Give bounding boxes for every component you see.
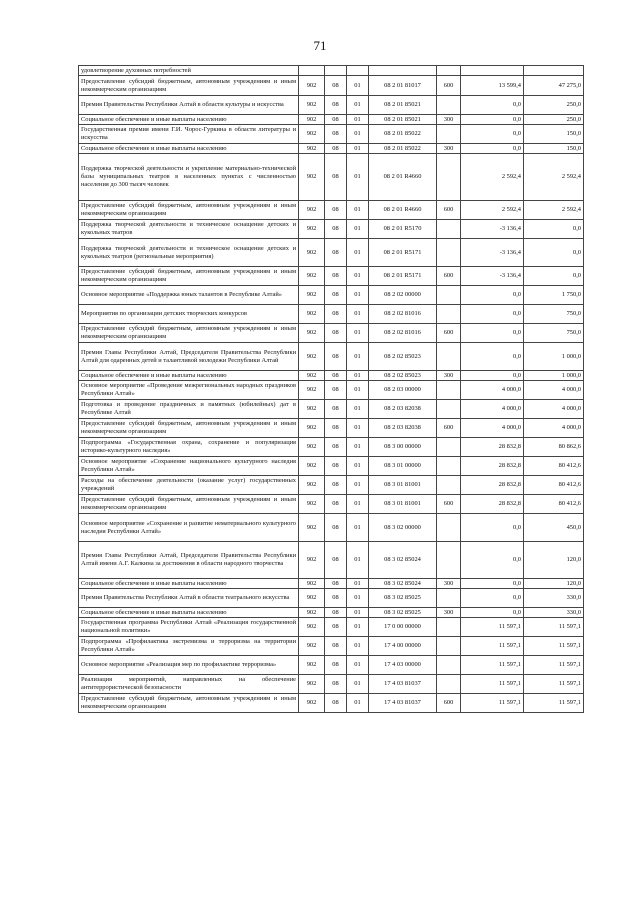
amount-2025: 750,0: [524, 324, 584, 343]
subsection-code: 01: [347, 608, 369, 618]
amount-2024: 0,0: [461, 305, 524, 324]
subsection-code: 01: [347, 96, 369, 115]
row-name: Государственная программа Республики Алтай «Реализация государственной национальной политики»: [79, 618, 299, 637]
amount-2025: 330,0: [524, 589, 584, 608]
subsection-code: 01: [347, 694, 369, 713]
admin-code: 902: [299, 239, 325, 267]
admin-code: 902: [299, 220, 325, 239]
expense-type-code: [437, 637, 461, 656]
admin-code: 902: [299, 542, 325, 579]
table-row: [79, 239, 584, 267]
section-code: 08: [325, 324, 347, 343]
admin-code: 902: [299, 476, 325, 495]
subsection-code: 01: [347, 201, 369, 220]
expense-type-code: [437, 66, 461, 76]
section-code: 08: [325, 76, 347, 96]
section-code: [325, 66, 347, 76]
amount-2024: 0,0: [461, 579, 524, 589]
admin-code: 902: [299, 371, 325, 381]
row-name: Государственная премия имени Г.И. Чорос-Гуркина в области литературы и искусства: [79, 125, 299, 144]
row-name: Основное мероприятие «Сохранение национального культурного наследия Республики Алтай»: [79, 457, 299, 476]
amount-2024: 2 592,4: [461, 154, 524, 201]
subsection-code: 01: [347, 542, 369, 579]
amount-2024: 11 597,1: [461, 656, 524, 675]
expense-type-code: 300: [437, 608, 461, 618]
target-article-code: 08 2 01 85021: [369, 115, 437, 125]
row-name: Предоставление субсидий бюджетным, автономным учреждениям и иным некоммерческим организациям: [79, 324, 299, 343]
row-name: Поддержка творческой деятельности и техническое оснащение детских и кукольных театров (региональные мероприятия): [79, 239, 299, 267]
row-name: Социальное обеспечение и иные выплаты населению: [79, 608, 299, 618]
expense-type-code: [437, 457, 461, 476]
row-name: Подпрограмма «Профилактика экстремизма и терроризма на территории Республики Алтай»: [79, 637, 299, 656]
table-row: [79, 694, 584, 713]
row-name: Предоставление субсидий бюджетным, автономным учреждениям и иным некоммерческим организациям: [79, 267, 299, 286]
amount-2024: 28 832,8: [461, 438, 524, 457]
expense-type-code: [437, 154, 461, 201]
budget-table: [78, 65, 584, 713]
target-article-code: 08 2 01 85021: [369, 96, 437, 115]
amount-2025: 11 597,1: [524, 694, 584, 713]
admin-code: [299, 66, 325, 76]
table-row: [79, 608, 584, 618]
row-name: Основное мероприятие «Реализация мер по профилактике терроризма»: [79, 656, 299, 675]
target-article-code: 08 2 01 R5171: [369, 267, 437, 286]
expense-type-code: [437, 343, 461, 371]
row-name: Предоставление субсидий бюджетным, автономным учреждениям и иным некоммерческим организациям: [79, 419, 299, 438]
table-row: [79, 419, 584, 438]
amount-2025: 250,0: [524, 115, 584, 125]
amount-2024: 0,0: [461, 115, 524, 125]
amount-2024: 11 597,1: [461, 637, 524, 656]
amount-2025: 80 412,6: [524, 495, 584, 514]
amount-2025: 0,0: [524, 239, 584, 267]
row-name: Основное мероприятие «Проведение межрегиональных народных праздников Республики Алтай»: [79, 381, 299, 400]
subsection-code: 01: [347, 267, 369, 286]
table-row: [79, 457, 584, 476]
subsection-code: 01: [347, 305, 369, 324]
expense-type-code: [437, 438, 461, 457]
admin-code: 902: [299, 608, 325, 618]
row-name: Подготовка и проведение праздничных и памятных (юбилейных) дат в Республике Алтай: [79, 400, 299, 419]
section-code: 08: [325, 154, 347, 201]
row-name: Расходы на обеспечение деятельности (оказание услуг) государственных учреждений: [79, 476, 299, 495]
section-code: 08: [325, 675, 347, 694]
amount-2024: 0,0: [461, 514, 524, 542]
subsection-code: 01: [347, 154, 369, 201]
amount-2024: 28 832,8: [461, 457, 524, 476]
amount-2025: 1 750,0: [524, 286, 584, 305]
admin-code: 902: [299, 381, 325, 400]
amount-2024: [461, 66, 524, 76]
target-article-code: 08 2 03 82038: [369, 400, 437, 419]
subsection-code: 01: [347, 324, 369, 343]
expense-type-code: 600: [437, 694, 461, 713]
table-row: [79, 542, 584, 579]
table-row: [79, 381, 584, 400]
target-article-code: 08 2 02 81016: [369, 324, 437, 343]
amount-2025: 330,0: [524, 608, 584, 618]
amount-2025: 4 000,0: [524, 400, 584, 419]
target-article-code: 08 2 03 00000: [369, 381, 437, 400]
amount-2025: 4 000,0: [524, 419, 584, 438]
expense-type-code: [437, 381, 461, 400]
target-article-code: 08 2 01 R4660: [369, 154, 437, 201]
section-code: 08: [325, 125, 347, 144]
expense-type-code: 300: [437, 115, 461, 125]
target-article-code: 08 3 00 00000: [369, 438, 437, 457]
amount-2024: 0,0: [461, 371, 524, 381]
expense-type-code: [437, 286, 461, 305]
amount-2025: 0,0: [524, 220, 584, 239]
target-article-code: 08 3 02 85024: [369, 579, 437, 589]
amount-2025: 150,0: [524, 125, 584, 144]
expense-type-code: [437, 305, 461, 324]
section-code: 08: [325, 305, 347, 324]
section-code: 08: [325, 579, 347, 589]
amount-2025: 120,0: [524, 542, 584, 579]
row-name: Социальное обеспечение и иные выплаты населению: [79, 144, 299, 154]
amount-2025: 4 000,0: [524, 381, 584, 400]
row-name: Поддержка творческой деятельности и техническое оснащение детских и кукольных театров: [79, 220, 299, 239]
table-row: [79, 438, 584, 457]
subsection-code: 01: [347, 438, 369, 457]
table-row: [79, 125, 584, 144]
amount-2024: 4 000,0: [461, 381, 524, 400]
row-name: Основное мероприятие «Поддержка юных талантов в Республике Алтай»: [79, 286, 299, 305]
table-row: [79, 76, 584, 96]
section-code: 08: [325, 495, 347, 514]
table-row: [79, 144, 584, 154]
expense-type-code: [437, 400, 461, 419]
row-name: Премия Правительства Республики Алтай в области культуры и искусства: [79, 96, 299, 115]
subsection-code: 01: [347, 343, 369, 371]
section-code: 08: [325, 542, 347, 579]
admin-code: 902: [299, 438, 325, 457]
amount-2025: 11 597,1: [524, 618, 584, 637]
admin-code: 902: [299, 694, 325, 713]
admin-code: 902: [299, 324, 325, 343]
subsection-code: 01: [347, 115, 369, 125]
row-name: Основное мероприятие «Сохранение и развитие нематериального культурного наследия Республики Алтай»: [79, 514, 299, 542]
section-code: 08: [325, 286, 347, 305]
section-code: 08: [325, 343, 347, 371]
subsection-code: 01: [347, 400, 369, 419]
subsection-code: 01: [347, 476, 369, 495]
table-row: [79, 675, 584, 694]
target-article-code: 17 4 00 00000: [369, 637, 437, 656]
section-code: 08: [325, 267, 347, 286]
table-row: [79, 324, 584, 343]
target-article-code: 08 3 01 00000: [369, 457, 437, 476]
target-article-code: 08 3 02 00000: [369, 514, 437, 542]
expense-type-code: [437, 239, 461, 267]
target-article-code: [369, 66, 437, 76]
subsection-code: 01: [347, 286, 369, 305]
subsection-code: 01: [347, 637, 369, 656]
table-row: [79, 154, 584, 201]
admin-code: 902: [299, 400, 325, 419]
row-name: Социальное обеспечение и иные выплаты населению: [79, 115, 299, 125]
section-code: 08: [325, 381, 347, 400]
section-code: 08: [325, 514, 347, 542]
row-name: Мероприятия по организации детских творческих конкурсов: [79, 305, 299, 324]
table-row: [79, 201, 584, 220]
row-name: Премия Главы Республики Алтай, Председателя Правительства Республики Алтай для одаренных детей и талантливой молодежи Республики Алтай: [79, 343, 299, 371]
admin-code: 902: [299, 267, 325, 286]
amount-2025: 1 000,0: [524, 343, 584, 371]
table-row: [79, 305, 584, 324]
expense-type-code: 600: [437, 267, 461, 286]
amount-2025: 0,0: [524, 267, 584, 286]
amount-2024: 0,0: [461, 144, 524, 154]
amount-2025: 750,0: [524, 305, 584, 324]
subsection-code: 01: [347, 495, 369, 514]
admin-code: 902: [299, 618, 325, 637]
target-article-code: 08 2 01 81017: [369, 76, 437, 96]
amount-2024: 13 599,4: [461, 76, 524, 96]
target-article-code: 08 2 02 81016: [369, 305, 437, 324]
admin-code: 902: [299, 656, 325, 675]
table-row: [79, 115, 584, 125]
target-article-code: 08 2 01 85022: [369, 125, 437, 144]
section-code: 08: [325, 419, 347, 438]
table-row: [79, 579, 584, 589]
target-article-code: 08 2 03 82038: [369, 419, 437, 438]
target-article-code: 08 3 01 81001: [369, 495, 437, 514]
amount-2024: 11 597,1: [461, 694, 524, 713]
target-article-code: 08 2 01 R4660: [369, 201, 437, 220]
section-code: 08: [325, 589, 347, 608]
table-row: [79, 267, 584, 286]
amount-2024: 0,0: [461, 589, 524, 608]
admin-code: 902: [299, 675, 325, 694]
subsection-code: 01: [347, 239, 369, 267]
expense-type-code: [437, 96, 461, 115]
amount-2025: 150,0: [524, 144, 584, 154]
admin-code: 902: [299, 589, 325, 608]
expense-type-code: [437, 656, 461, 675]
expense-type-code: [437, 125, 461, 144]
table-row: [79, 495, 584, 514]
subsection-code: 01: [347, 514, 369, 542]
section-code: 08: [325, 656, 347, 675]
subsection-code: 01: [347, 589, 369, 608]
amount-2024: 0,0: [461, 125, 524, 144]
admin-code: 902: [299, 76, 325, 96]
table-row: [79, 476, 584, 495]
row-name: Предоставление субсидий бюджетным, автономным учреждениям и иным некоммерческим организациям: [79, 76, 299, 96]
table-row: [79, 589, 584, 608]
page-number: 71: [313, 38, 327, 53]
section-code: 08: [325, 115, 347, 125]
target-article-code: 17 4 03 81037: [369, 694, 437, 713]
target-article-code: 08 3 02 85024: [369, 542, 437, 579]
amount-2025: 80 412,6: [524, 476, 584, 495]
row-name: Предоставление субсидий бюджетным, автономным учреждениям и иным некоммерческим организациям: [79, 694, 299, 713]
amount-2025: 120,0: [524, 579, 584, 589]
target-article-code: 08 2 02 85023: [369, 371, 437, 381]
amount-2024: 0,0: [461, 542, 524, 579]
expense-type-code: [437, 476, 461, 495]
row-name: Социальное обеспечение и иные выплаты населению: [79, 579, 299, 589]
target-article-code: 17 4 03 00000: [369, 656, 437, 675]
amount-2025: 450,0: [524, 514, 584, 542]
subsection-code: 01: [347, 371, 369, 381]
amount-2024: -3 136,4: [461, 220, 524, 239]
expense-type-code: 600: [437, 495, 461, 514]
amount-2024: 0,0: [461, 286, 524, 305]
row-name: Премия Главы Республики Алтай, Председателя Правительства Республики Алтай имени А.Г. Калкина за достижения в области народного творчества: [79, 542, 299, 579]
section-code: 08: [325, 637, 347, 656]
expense-type-code: 600: [437, 201, 461, 220]
admin-code: 902: [299, 96, 325, 115]
table-row: [79, 618, 584, 637]
amount-2024: 2 592,4: [461, 201, 524, 220]
amount-2024: 11 597,1: [461, 675, 524, 694]
table-row: [79, 66, 584, 76]
expense-type-code: 300: [437, 579, 461, 589]
section-code: 08: [325, 239, 347, 267]
subsection-code: 01: [347, 220, 369, 239]
amount-2024: 0,0: [461, 96, 524, 115]
amount-2024: 28 832,8: [461, 476, 524, 495]
subsection-code: 01: [347, 457, 369, 476]
admin-code: 902: [299, 154, 325, 201]
expense-type-code: 300: [437, 144, 461, 154]
amount-2024: 4 000,0: [461, 419, 524, 438]
target-article-code: 17 0 00 00000: [369, 618, 437, 637]
target-article-code: 08 2 02 00000: [369, 286, 437, 305]
section-code: 08: [325, 618, 347, 637]
admin-code: 902: [299, 637, 325, 656]
amount-2024: 4 000,0: [461, 400, 524, 419]
table-row: [79, 400, 584, 419]
amount-2025: 2 592,4: [524, 154, 584, 201]
admin-code: 902: [299, 579, 325, 589]
subsection-code: 01: [347, 618, 369, 637]
amount-2025: 250,0: [524, 96, 584, 115]
row-name: Подпрограмма «Государственная охрана, сохранение и популяризация историко-культурного наследия»: [79, 438, 299, 457]
row-name: Поддержка творческой деятельности и укрепление материально-технической базы муниципальных театров в населенных пунктах с численностью населения до 300 тысяч человек: [79, 154, 299, 201]
amount-2024: 0,0: [461, 324, 524, 343]
row-name: Реализация мероприятий, направленных на обеспечение антитеррористической безопасности: [79, 675, 299, 694]
expense-type-code: [437, 618, 461, 637]
admin-code: 902: [299, 305, 325, 324]
amount-2025: 11 597,1: [524, 637, 584, 656]
amount-2025: 47 275,0: [524, 76, 584, 96]
section-code: 08: [325, 400, 347, 419]
admin-code: 902: [299, 144, 325, 154]
target-article-code: 08 2 01 R5171: [369, 239, 437, 267]
subsection-code: 01: [347, 144, 369, 154]
subsection-code: [347, 66, 369, 76]
section-code: 08: [325, 144, 347, 154]
amount-2024: -3 136,4: [461, 267, 524, 286]
target-article-code: 08 3 02 85025: [369, 589, 437, 608]
expense-type-code: [437, 542, 461, 579]
expense-type-code: 600: [437, 324, 461, 343]
admin-code: 902: [299, 419, 325, 438]
subsection-code: 01: [347, 76, 369, 96]
subsection-code: 01: [347, 419, 369, 438]
expense-type-code: [437, 675, 461, 694]
target-article-code: 08 3 02 85025: [369, 608, 437, 618]
target-article-code: 08 3 01 81001: [369, 476, 437, 495]
amount-2025: 11 597,1: [524, 656, 584, 675]
target-article-code: 08 2 02 85023: [369, 343, 437, 371]
section-code: 08: [325, 220, 347, 239]
expense-type-code: [437, 220, 461, 239]
subsection-code: 01: [347, 656, 369, 675]
table-row: [79, 637, 584, 656]
row-name: Социальное обеспечение и иные выплаты населению: [79, 371, 299, 381]
table-row: [79, 96, 584, 115]
table-row: [79, 514, 584, 542]
row-name: удовлетворение духовных потребностей: [79, 66, 299, 76]
section-code: 08: [325, 371, 347, 381]
section-code: 08: [325, 608, 347, 618]
amount-2024: 0,0: [461, 608, 524, 618]
subsection-code: 01: [347, 675, 369, 694]
table-row: [79, 656, 584, 675]
section-code: 08: [325, 694, 347, 713]
amount-2025: 2 592,4: [524, 201, 584, 220]
amount-2024: 0,0: [461, 343, 524, 371]
admin-code: 902: [299, 514, 325, 542]
row-name: Премия Правительства Республики Алтай в области театрального искусства: [79, 589, 299, 608]
row-name: Предоставление субсидий бюджетным, автономным учреждениям и иным некоммерческим организациям: [79, 201, 299, 220]
target-article-code: 08 2 01 R5170: [369, 220, 437, 239]
row-name: Предоставление субсидий бюджетным, автономным учреждениям и иным некоммерческим организациям: [79, 495, 299, 514]
subsection-code: 01: [347, 579, 369, 589]
target-article-code: 08 2 01 85022: [369, 144, 437, 154]
section-code: 08: [325, 476, 347, 495]
section-code: 08: [325, 438, 347, 457]
amount-2025: 80 412,6: [524, 457, 584, 476]
table-row: [79, 371, 584, 381]
amount-2025: 80 862,6: [524, 438, 584, 457]
expense-type-code: 300: [437, 371, 461, 381]
section-code: 08: [325, 457, 347, 476]
table-row: [79, 343, 584, 371]
amount-2024: 11 597,1: [461, 618, 524, 637]
admin-code: 902: [299, 115, 325, 125]
target-article-code: 17 4 03 81037: [369, 675, 437, 694]
amount-2025: 1 000,0: [524, 371, 584, 381]
subsection-code: 01: [347, 125, 369, 144]
admin-code: 902: [299, 125, 325, 144]
section-code: 08: [325, 201, 347, 220]
admin-code: 902: [299, 457, 325, 476]
admin-code: 902: [299, 201, 325, 220]
table-row: [79, 286, 584, 305]
table-row: [79, 220, 584, 239]
amount-2025: [524, 66, 584, 76]
expense-type-code: 600: [437, 76, 461, 96]
admin-code: 902: [299, 495, 325, 514]
section-code: 08: [325, 96, 347, 115]
amount-2024: 28 832,8: [461, 495, 524, 514]
subsection-code: 01: [347, 381, 369, 400]
admin-code: 902: [299, 286, 325, 305]
amount-2024: -3 136,4: [461, 239, 524, 267]
expense-type-code: [437, 589, 461, 608]
admin-code: 902: [299, 343, 325, 371]
expense-type-code: 600: [437, 419, 461, 438]
amount-2025: 11 597,1: [524, 675, 584, 694]
expense-type-code: [437, 514, 461, 542]
